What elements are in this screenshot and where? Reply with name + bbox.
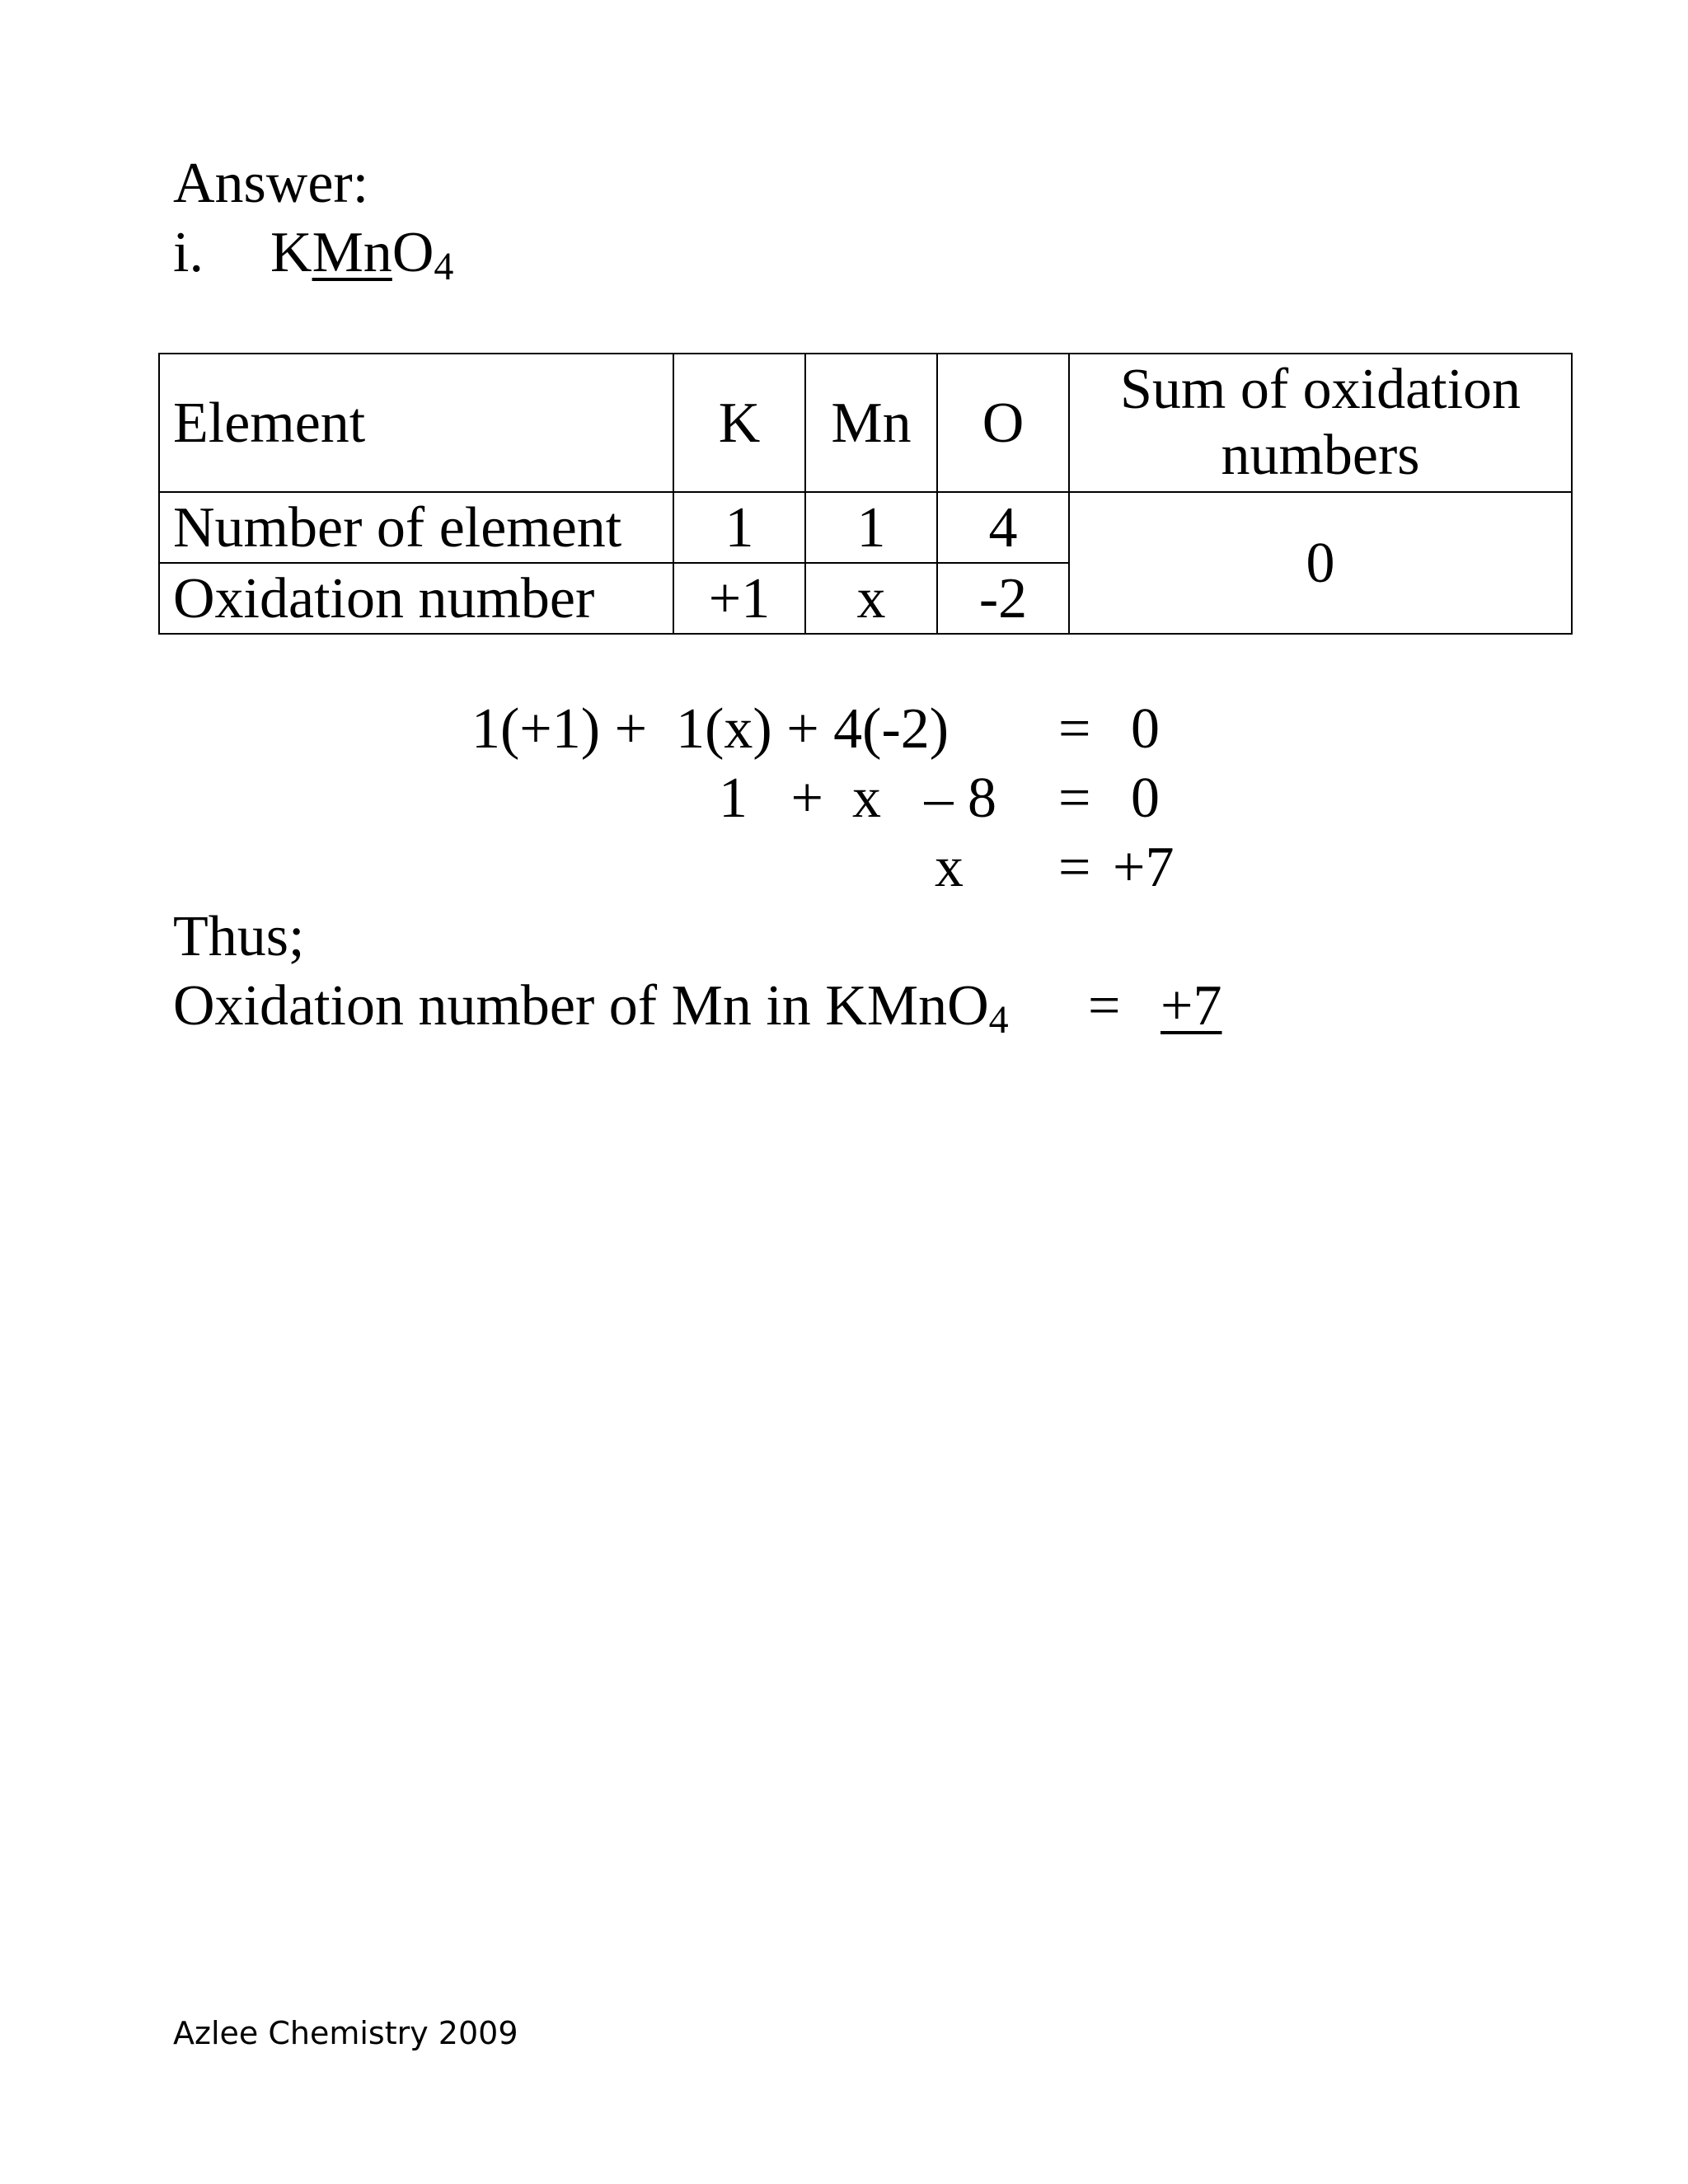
table-header-row [159,354,1572,492]
table-cell: -2 [937,563,1069,634]
table-row [159,492,1572,563]
answer-label: Answer: [173,152,369,215]
table-cell: 1 [673,492,805,563]
header-element-label: Element [159,354,673,492]
row-label-number-of-element: Number of element [159,492,673,563]
equation-2-rhs: 0 [1131,766,1160,830]
conclusion-equals: = [1088,974,1121,1038]
header-element-mn: Mn [805,354,937,492]
formula-part-k: K [270,221,312,284]
conclusion-value: +7 [1160,974,1222,1038]
conclusion-statement [173,974,1009,1042]
header-element-o: O [937,354,1069,492]
item-number: i. [173,221,204,284]
header-sum-label-line1: Sum of oxidation [1119,357,1522,421]
header-element-k: K [673,354,805,492]
conclusion-subscript: 4 [988,998,1009,1042]
header-sum-label-line2: numbers [1221,424,1420,487]
table-cell: +1 [673,563,805,634]
conclusion-statement-text: Oxidation number of Mn in KMnO [173,974,989,1038]
formula-part-mn-underlined: Mn [312,221,392,284]
oxidation-table [158,353,1573,635]
thus-label: Thus; [173,905,305,968]
row-label-oxidation-number: Oxidation number [159,563,673,634]
formula-kmno4 [270,221,454,288]
formula-part-o: O [392,221,434,284]
equation-1-lhs: 1(+1) + 1(x) + 4(-2) [471,697,950,761]
formula-subscript: 4 [434,245,454,288]
table-cell: 1 [805,492,937,563]
sum-value-cell: 0 [1069,492,1572,634]
equation-2-lhs: 1 + x – 8 [719,766,996,830]
equation-3-lhs: x [935,836,964,899]
footer-credit: Azlee Chemistry 2009 [173,2015,518,2051]
table-cell: x [805,563,937,634]
equation-1-equals: = [1058,697,1091,761]
table-cell: 4 [937,492,1069,563]
header-sum-label [1069,354,1572,492]
equation-3-equals: = [1058,836,1091,899]
equation-3-rhs: +7 [1113,836,1175,899]
equation-1-rhs: 0 [1131,697,1160,761]
equation-2-equals: = [1058,766,1091,830]
